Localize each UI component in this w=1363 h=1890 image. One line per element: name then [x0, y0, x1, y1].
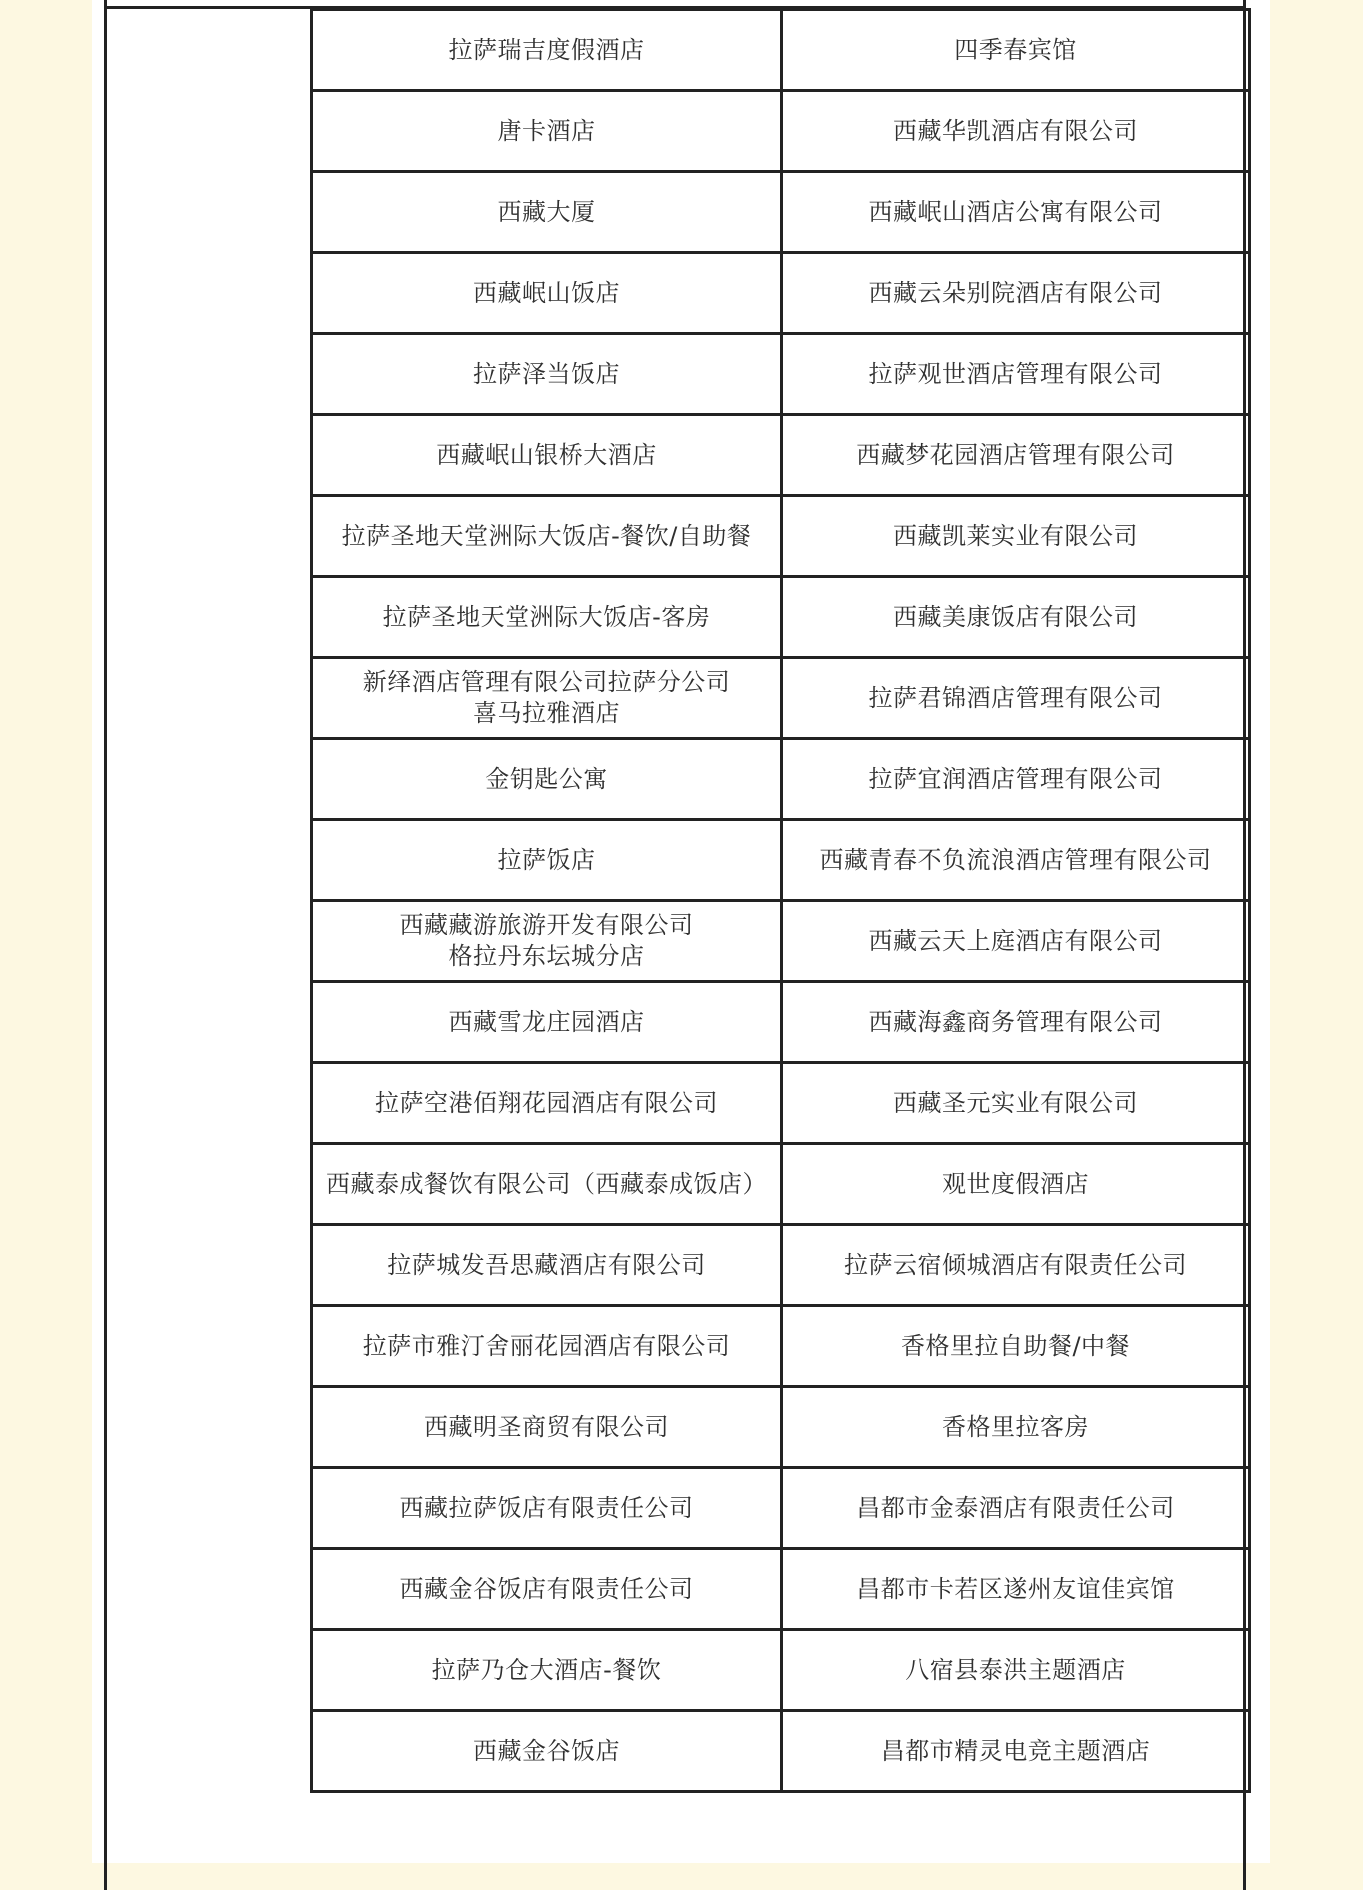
cell-text: 八宿县泰洪主题酒店	[905, 1655, 1126, 1684]
table-row	[312, 820, 1250, 901]
merchant-name-left	[312, 982, 782, 1063]
cell-text: 西藏云天上庭酒店有限公司	[868, 926, 1163, 955]
merchant-name-left	[312, 739, 782, 820]
cell-text: 西藏拉萨饭店有限责任公司	[399, 1493, 694, 1522]
table-row	[312, 658, 1250, 739]
cell-text: 唐卡酒店	[497, 116, 596, 145]
merchant-name-left	[312, 91, 782, 172]
cell-text: 西藏明圣商贸有限公司	[424, 1412, 669, 1441]
table-row	[312, 253, 1250, 334]
cell-text: 观世度假酒店	[942, 1169, 1089, 1198]
merchant-name-right	[782, 91, 1250, 172]
merchant-name-left	[312, 658, 782, 739]
table-row	[312, 1387, 1250, 1468]
merchant-name-right	[782, 1711, 1250, 1792]
merchant-name-left	[312, 1468, 782, 1549]
cell-text: 拉萨饭店	[497, 845, 596, 874]
cell-text: 香格里拉客房	[942, 1412, 1089, 1441]
cell-text: 拉萨泽当饭店	[473, 359, 620, 388]
merchant-name-right	[782, 1306, 1250, 1387]
merchant-name-right	[782, 253, 1250, 334]
cell-text: 拉萨城发吾思藏酒店有限公司	[387, 1250, 706, 1279]
merchant-table-body	[312, 10, 1250, 1792]
cell-text: 西藏岷山酒店公寓有限公司	[868, 197, 1163, 226]
table-row	[312, 415, 1250, 496]
cell-text: 西藏岷山银桥大酒店	[436, 440, 657, 469]
merchant-name-right	[782, 1225, 1250, 1306]
merchant-name-left	[312, 577, 782, 658]
merchant-name-right	[782, 496, 1250, 577]
merchant-name-left	[312, 1144, 782, 1225]
merchant-name-right	[782, 1063, 1250, 1144]
table-row	[312, 1144, 1250, 1225]
merchant-table	[310, 8, 1251, 1793]
merchant-name-left	[312, 1387, 782, 1468]
cell-text: 西藏梦花园酒店管理有限公司	[856, 440, 1175, 469]
merchant-name-right	[782, 577, 1250, 658]
table-row	[312, 172, 1250, 253]
cell-text: 四季春宾馆	[954, 35, 1077, 64]
cell-text: 拉萨云宿倾城酒店有限责任公司	[844, 1250, 1187, 1279]
merchant-name-left	[312, 334, 782, 415]
cell-text: 拉萨宜润酒店管理有限公司	[868, 764, 1163, 793]
cell-text: 西藏华凯酒店有限公司	[893, 116, 1138, 145]
merchant-name-right	[782, 1468, 1250, 1549]
merchant-name-right	[782, 820, 1250, 901]
cell-text: 拉萨君锦酒店管理有限公司	[868, 683, 1163, 712]
merchant-name-right	[782, 982, 1250, 1063]
table-row	[312, 1063, 1250, 1144]
cell-text: 拉萨圣地天堂洲际大饭店-餐饮/自助餐	[341, 521, 752, 550]
table-row	[312, 901, 1250, 982]
merchant-name-left	[312, 10, 782, 91]
merchant-name-right	[782, 1630, 1250, 1711]
cell-text: 新绎酒店管理有限公司拉萨分公司 喜马拉雅酒店	[362, 668, 731, 727]
table-row	[312, 1306, 1250, 1387]
merchant-name-right	[782, 415, 1250, 496]
cell-text: 西藏美康饭店有限公司	[893, 602, 1138, 631]
cell-text: 西藏泰成餐饮有限公司（西藏泰成饭店）	[326, 1169, 767, 1198]
merchant-name-right	[782, 658, 1250, 739]
cell-text: 西藏藏游旅游开发有限公司 格拉丹东坛城分店	[399, 911, 694, 970]
cell-text: 拉萨圣地天堂洲际大饭店-客房	[382, 602, 711, 631]
merchant-name-left	[312, 1225, 782, 1306]
cell-text: 昌都市精灵电竞主题酒店	[880, 1736, 1151, 1765]
cell-text: 拉萨瑞吉度假酒店	[448, 35, 645, 64]
table-row	[312, 91, 1250, 172]
merchant-name-right	[782, 1387, 1250, 1468]
table-row	[312, 334, 1250, 415]
cell-text: 拉萨观世酒店管理有限公司	[868, 359, 1163, 388]
merchant-name-right	[782, 10, 1250, 91]
table-row	[312, 1225, 1250, 1306]
table-row	[312, 1711, 1250, 1792]
table-row	[312, 10, 1250, 91]
merchant-name-right	[782, 1549, 1250, 1630]
table-row	[312, 1468, 1250, 1549]
cell-text: 昌都市卡若区遂州友谊佳宾馆	[856, 1574, 1175, 1603]
merchant-name-right	[782, 334, 1250, 415]
table-row	[312, 1549, 1250, 1630]
cell-text: 拉萨乃仓大酒店-餐饮	[431, 1655, 662, 1684]
cell-text: 西藏凯莱实业有限公司	[893, 521, 1138, 550]
merchant-name-left	[312, 820, 782, 901]
cell-text: 昌都市金泰酒店有限责任公司	[856, 1493, 1175, 1522]
table-row	[312, 577, 1250, 658]
merchant-name-right	[782, 1144, 1250, 1225]
merchant-name-left	[312, 496, 782, 577]
cell-text: 香格里拉自助餐/中餐	[900, 1331, 1131, 1360]
table-row	[312, 982, 1250, 1063]
cell-text: 西藏雪龙庄园酒店	[448, 1007, 645, 1036]
cell-text: 西藏云朵别院酒店有限公司	[868, 278, 1163, 307]
merchant-name-left	[312, 1711, 782, 1792]
merchant-name-left	[312, 253, 782, 334]
table-row	[312, 496, 1250, 577]
merchant-name-left	[312, 1630, 782, 1711]
cell-text: 西藏大厦	[497, 197, 596, 226]
merchant-name-left	[312, 901, 782, 982]
cell-text: 西藏金谷饭店	[473, 1736, 620, 1765]
merchant-name-left	[312, 415, 782, 496]
cell-text: 西藏圣元实业有限公司	[893, 1088, 1138, 1117]
cell-text: 西藏海鑫商务管理有限公司	[868, 1007, 1163, 1036]
cell-text: 西藏金谷饭店有限责任公司	[399, 1574, 694, 1603]
merchant-name-left	[312, 172, 782, 253]
merchant-name-right	[782, 901, 1250, 982]
cell-text: 拉萨空港佰翔花园酒店有限公司	[375, 1088, 718, 1117]
cell-text: 西藏青春不负流浪酒店管理有限公司	[819, 845, 1212, 874]
merchant-name-right	[782, 739, 1250, 820]
cell-text: 拉萨市雅汀舍丽花园酒店有限公司	[362, 1331, 731, 1360]
merchant-name-right	[782, 172, 1250, 253]
cell-text: 金钥匙公寓	[485, 764, 608, 793]
merchant-name-left	[312, 1306, 782, 1387]
merchant-name-left	[312, 1063, 782, 1144]
table-row	[312, 1630, 1250, 1711]
cell-text: 西藏岷山饭店	[473, 278, 620, 307]
merchant-name-left	[312, 1549, 782, 1630]
table-row	[312, 739, 1250, 820]
